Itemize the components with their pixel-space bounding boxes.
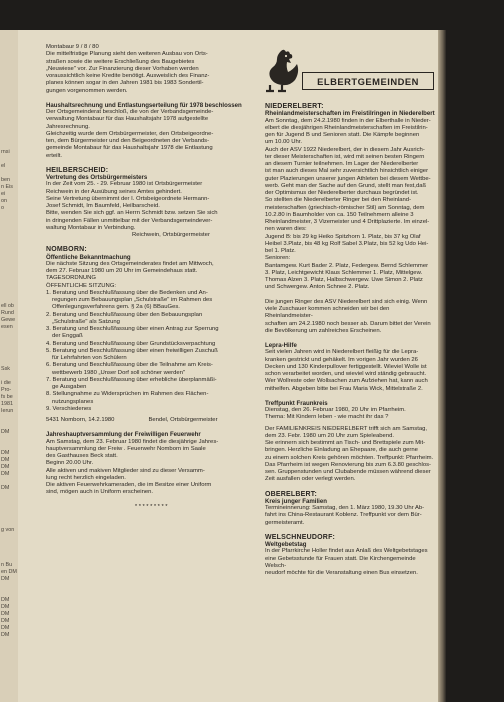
- text-line: schaften am 24.2.1980 noch besser ab. Darum bittet der Verein: [265, 320, 431, 327]
- nomborn-signer: Bendel, Ortsbürgermeister: [148, 417, 218, 423]
- strip-fragment: [0, 415, 18, 422]
- text-line: verwaltung Montabaur für das Haushaltsjahr 1978 aufgestellte: [46, 116, 209, 123]
- section-title-feuerwehr: Jahreshauptversammlung der Freiwilligen Feuerwehr: [46, 431, 201, 439]
- section-banner: [302, 72, 434, 90]
- section-title-ringer: Rheinlandmeisterschaften im Freistilringen in Niederelbert: [265, 110, 435, 118]
- text-line: Rheinlandmeister, 3 Vizemeister und 4 Drittplazierte. Im einzel-: [265, 219, 430, 225]
- strip-fragment: [0, 107, 18, 114]
- text-line: Dienstag, den 26. Februar 1980, 20 Uhr im Pfarrheim.: [265, 407, 406, 413]
- text-line: Thomas Alzen 3. Platz, Halbschwergew. Uwe Simon 2. Platz: [265, 277, 423, 283]
- strip-fragment: Ierun: [1, 408, 14, 414]
- text-line: gen für Jugend B und Senioren statt. Die Kämpfe beginnen: [265, 132, 420, 138]
- text-line: Josef Schmidt, Im Baumfeld, Heilbarscheid.: [46, 203, 160, 209]
- nomborn-signature: [46, 417, 258, 424]
- text-line: ter dieser Meisterschaften ist, wird mit seinen besten Ringern: [265, 153, 425, 160]
- text-line: sen. Gruppenstunden und Clubabende müssen während dieser: [265, 469, 431, 475]
- text-line: 1. Beratung und Beschlußfassung über die Bedenken und An-: [46, 289, 208, 296]
- section-body-feuerwehr: [46, 439, 258, 497]
- text-line: meisterschaften (griechisch-römischer Stil) am Sonntag, dem: [265, 204, 425, 211]
- text-line: 9. Verschiedenes: [46, 405, 92, 412]
- text-line: Alle aktiven und makiven Mitglieder sind zu dieser Versamm-: [46, 467, 205, 474]
- agenda-heading: TAGESORDNUNG: [46, 275, 96, 282]
- strip-fragment: DM: [1, 604, 10, 610]
- strip-fragment: ben: [1, 177, 10, 183]
- strip-fragment: Ssk: [1, 366, 10, 372]
- left-column: [46, 44, 258, 511]
- strip-fragment: [0, 443, 18, 450]
- text-line: Die jungen Ringer des ASV Niederelbert sind sich einig. Wenn: [265, 298, 428, 305]
- strip-fragment: n Eis: [1, 184, 13, 190]
- text-line: Jugend B: bis 29 kg Heiko Spitzhorn 1. Platz, bis 37 kg Olaf: [265, 233, 421, 240]
- strip-fragment: [0, 37, 18, 44]
- strip-fragment: Pro-: [1, 387, 12, 393]
- text-line: nen waren dies:: [265, 226, 307, 233]
- text-line: guter Plazierungen unserer jungen Athleten bei diesem Wettbe-: [265, 175, 431, 182]
- text-line: Bantamgew. Kurt Bader 2. Platz, Federgew. Bernd Schlemmer: [265, 262, 429, 269]
- intro-paragraph: [46, 51, 258, 95]
- strip-fragment: DM: [1, 471, 10, 477]
- section-body-familienkreis: [265, 426, 437, 484]
- strip-fragment: DM: [1, 611, 10, 617]
- text-line: die Bevölkerung um zahlreiches Erscheinen.: [265, 327, 382, 334]
- banner-title: ELBERTGEMEINDEN: [317, 75, 419, 87]
- text-line: wettbewerb 1980 „Unser Dorf soll schöner werden": [52, 369, 186, 376]
- text-line: bel 1. Platz.: [265, 248, 296, 254]
- strip-fragment: DM: [1, 429, 10, 435]
- strip-fragment: Gewe: [1, 317, 16, 323]
- strip-fragment: [0, 142, 18, 149]
- text-line: Bitte, wenden Sie sich ggf. an Herrn Schmidt bzw. setzen Sie sich: [46, 210, 218, 217]
- text-line: Jahresrechnung.: [46, 123, 90, 130]
- strip-fragment: g von: [1, 527, 15, 533]
- text-line: schon verarbeitet worden, und wieviel wird ständig gebraucht.: [265, 371, 427, 377]
- strip-fragment: [0, 520, 18, 527]
- strip-fragment: [0, 58, 18, 65]
- text-line: 3. Beratung und Beschlußfassung über einen Antrag zur Sperrung: [46, 326, 219, 332]
- strip-fragment: [0, 51, 18, 58]
- section-body-weltgebetstag: [265, 548, 437, 577]
- agenda-list: [46, 290, 258, 413]
- strip-fragment: [0, 240, 18, 247]
- text-line: „Neuwiese" vor. Zur Finanzierung dieser Vorhaben werden: [46, 65, 199, 72]
- strip-fragment: [0, 534, 18, 541]
- strip-fragment: [0, 212, 18, 219]
- text-line: straßen sowie die weitere Erschließung des Baugebietes: [46, 58, 195, 65]
- strip-fragment: [0, 226, 18, 233]
- text-line: um 10.00 Uhr.: [265, 139, 303, 146]
- strip-fragment: [0, 79, 18, 86]
- text-line: dem 23. Febr. 1980 um 20 Uhr zum Spieleabend.: [265, 432, 395, 439]
- strip-fragment: [0, 436, 18, 443]
- section-title-vertretung: Vertretung des Ortsbürgermeisters: [46, 174, 148, 181]
- divider-stars: *********: [134, 503, 170, 510]
- strip-fragment: [0, 513, 18, 520]
- section-title-lepra: Lepra-Hilfe: [265, 342, 297, 349]
- section-body-junge-familien: [265, 505, 437, 527]
- strip-fragment: [0, 135, 18, 142]
- section-body-frauenkreis: [265, 407, 437, 422]
- text-line: Beginn 20.00 Uhr.: [46, 460, 94, 467]
- strip-fragment: [0, 128, 18, 135]
- heading-nomborn: NOMBORN:: [46, 246, 87, 254]
- strip-fragment: [0, 268, 18, 275]
- text-line: waltung Montabaur in Verbindung.: [46, 224, 136, 231]
- text-line: für Lehrfahrten von Schülern: [52, 355, 127, 361]
- strip-fragment: n Bu: [1, 562, 13, 568]
- text-line: des Gasthauses Beck statt.: [46, 453, 118, 459]
- text-line: „Schulstraße" als Satzung: [52, 318, 120, 325]
- strip-fragment: 1981: [1, 401, 13, 407]
- strip-fragment: [0, 422, 18, 429]
- section-body-bekanntmachung: [46, 261, 258, 276]
- strip-fragment: [0, 30, 18, 37]
- strip-fragment: [0, 352, 18, 359]
- section-body-lepra: [265, 349, 437, 393]
- text-line: Reichwein in der Ausübung seines Amtes gehindert.: [46, 188, 182, 195]
- text-line: 2. Beratung und Beschlußfassung über den Bebauungsplan: [46, 311, 203, 318]
- rooster-logo: [258, 48, 302, 94]
- text-line: eine Gebetsstunde für Frauen statt. Die Kirchengemeinde Welsch-: [265, 555, 416, 569]
- strip-fragment: [0, 275, 18, 282]
- strip-fragment: [0, 156, 18, 163]
- strip-fragment: DM: [1, 464, 10, 470]
- strip-fragment: [0, 233, 18, 240]
- strip-fragment: [0, 548, 18, 555]
- strip-fragment: [0, 261, 18, 268]
- text-line: 10.2.80 in Baumholder von ca. 150 Teilnehmern alleine 3: [265, 211, 414, 218]
- text-line: werb. Geht man der Sache auf den Grund, stellt man fest,daß: [265, 182, 427, 189]
- strip-fragment: DM: [1, 625, 10, 631]
- strip-fragment: ei: [1, 191, 6, 197]
- strip-fragment: [0, 93, 18, 100]
- signature-reichwein: Reichwein, Ortsbürgermeister: [132, 232, 210, 238]
- text-line: Seine Vertretung übernimmt der I. Ortsbeigeordnete Hermann-: [46, 195, 210, 202]
- text-line: bringen. Herzliche Einladung an Ehepaare, die auch gerne: [265, 447, 418, 454]
- strip-fragment: DM: [1, 485, 10, 491]
- text-line: Thema: Mit Kindern leben - wie macht ihr das ?: [265, 414, 389, 421]
- heading-oberelbert: OBERELBERT:: [265, 490, 317, 498]
- text-line: fahrt ins China-Restaurant Koblenz. Treffpunkt vor dem Bür-: [265, 512, 422, 519]
- text-line: nutzungsplanes: [52, 398, 94, 405]
- strip-fragment: [0, 114, 18, 121]
- text-line: 6. Beratung und Beschlußfassung über die Teilnahme am Kreis-: [46, 362, 213, 369]
- text-line: der Enggaß: [52, 333, 83, 340]
- strip-fragment: DM: [1, 597, 10, 603]
- text-line: ten, dem Bürgermeister und den Beigeordneten der Verbands-: [46, 138, 210, 144]
- strip-fragment: [0, 219, 18, 226]
- text-line: Das Pfarrheim ist wegen Renovierung bis zum 6.3.80 geschlos-: [265, 461, 431, 468]
- text-line: sind, mögen auch in Uniform erscheinen.: [46, 489, 154, 496]
- text-line: Decken und 130 Kinderpullover fertiggestellt. Wieviel Wolle ist: [265, 363, 427, 370]
- strip-fragment: i die: [1, 380, 11, 386]
- strip-fragment: [0, 331, 18, 338]
- text-line: Zeit ausfallen oder verlegt werden.: [265, 476, 356, 483]
- text-line: regungen zum Bebauungsplan „Schulstraße" im Rahmen des: [52, 297, 213, 303]
- text-line: Heibel 3.Platz, bis 48 kg Rolf Sabel 3.Platz, bis 52 kg Udo Hei-: [265, 240, 429, 247]
- strip-fragment: [0, 65, 18, 72]
- text-line: dem 27. Februar 1980 um 20 Uhr im Gemeindehaus statt.: [46, 268, 198, 274]
- strip-fragment: [0, 338, 18, 345]
- page-edge-shadow: [438, 30, 446, 702]
- text-line: viele Zuschauer kommen schneiden wir bei den Rheinlandmeister-: [265, 306, 390, 320]
- strip-fragment: [0, 86, 18, 93]
- text-line: 8. Stellungnahme zu Widersprüchen im Rahmen des Flächen-: [46, 391, 209, 398]
- strip-fragment: rnsi: [1, 149, 10, 155]
- strip-fragment: [0, 492, 18, 499]
- text-line: lung recht herzlich eingeladen.: [46, 474, 126, 481]
- text-line: Gleichzeitig wurde dem Ortsbürgermeister, den Ortsbeigeordne-: [46, 130, 214, 137]
- text-line: an diesem Turnier teilnehmen. Im Lager der Niederelberter: [265, 161, 419, 167]
- strip-fragment: [0, 583, 18, 590]
- strip-fragment: DM: [1, 576, 10, 582]
- text-line: Der FAMILIENKREIS NIEDERELBERT trifft sich am Samstag,: [265, 425, 428, 432]
- text-line: Der Ortsgemeinderat beschloß, die von der Verbandsgemeinde-: [46, 109, 214, 115]
- strip-fragment: en DM: [1, 569, 17, 575]
- strip-fragment: esen: [1, 324, 13, 330]
- strip-fragment: DM: [1, 632, 10, 638]
- right-column: [265, 103, 437, 577]
- section-title-frauenkreis: Treffpunkt Fraunkreis: [265, 399, 328, 407]
- text-line: Am Sonntag, dem 24.2.1980 finden in der Elberthalle in Nieder-: [265, 117, 431, 124]
- text-line: Die nächste Sitzung des Ortsgemeinderates findet am Mittwoch,: [46, 260, 214, 267]
- strip-fragment: [0, 44, 18, 51]
- nomborn-place-date: 5431 Nomborn, 14.2.1980: [46, 417, 115, 423]
- section-body-vertretung: [46, 181, 258, 232]
- section-title-weltgebetstag: Weltgebetstag: [265, 541, 307, 548]
- strip-fragment: DM: [1, 618, 10, 624]
- text-line: So stellten die Niederelberter Ringer bei den Rheinland-: [265, 197, 412, 204]
- strip-fragment: [0, 541, 18, 548]
- heading-niederelbert: NIEDERELBERT:: [265, 103, 324, 110]
- strip-fragment: [0, 555, 18, 562]
- heading-welschneudorf: WELSCHNEUDORF:: [265, 533, 336, 541]
- text-line: 3. Platz, Leichtgewicht Klaus Schlemmer 1. Platz, Mittelgew.: [265, 269, 423, 276]
- strip-fragment: [0, 289, 18, 296]
- text-line: Am Samstag, dem 23. Februar 1980 findet die diesjährige Jahres-: [46, 438, 219, 445]
- text-line: 7. Beratung und Beschlußfassung über erhebliche überplanmäßi-: [46, 376, 217, 383]
- text-line: erteilt.: [46, 152, 63, 159]
- text-line: In der Pfarrkirche Holler findet aus Anlaß des Weltgebetstages: [265, 548, 428, 555]
- strip-fragment: [0, 478, 18, 485]
- strip-fragment: [0, 72, 18, 79]
- strip-fragment: [0, 282, 18, 289]
- text-line: voraussichtlich keine Kredite benötigt. Ausweislich des Finanz-: [46, 73, 210, 79]
- text-line: In der Zeit vom 25. - 29. Februar 1980 ist Ortsbürgermeister: [46, 181, 203, 188]
- agenda-subheading: ÖFFENTLICHE SITZUNG:: [46, 282, 117, 289]
- text-line: Offenlegungsverfahrens gem. § 2a (6) BBauGes.: [52, 304, 180, 311]
- section-title-bekanntmachung: Öffentliche Bekanntmachung: [46, 253, 131, 261]
- page-header: Montabaur 9 / 8 / 80: [46, 44, 99, 50]
- strip-fragment: ell ob: [1, 303, 14, 309]
- section-body-ringer: [265, 118, 437, 336]
- text-line: elbert die diesjährigen Rheinlandmeisterschaften im Freistilrin-: [265, 124, 428, 131]
- strip-fragment: [0, 359, 18, 366]
- text-line: Termineinnerung: Samstag, den 1. März 1980, 19.30 Uhr Ab-: [265, 505, 425, 511]
- text-line: Wer Wollreste oder Wollsachen zum Aufziehen hat, kann auch: [265, 378, 428, 385]
- strip-fragment: [0, 499, 18, 506]
- strip-fragment: [0, 373, 18, 380]
- text-line: gemeinde Montabaur für das Haushaltsjahr 1978 die Entlastung: [46, 145, 213, 152]
- strip-fragment: [0, 254, 18, 261]
- strip-fragment: fs be: [1, 394, 13, 400]
- strip-fragment: o: [1, 205, 4, 211]
- text-line: mithelfen. Abgeben bitte bei Frau Maria Wick, Mittelstraße 2.: [265, 385, 423, 392]
- text-line: [265, 292, 437, 299]
- strip-fragment: DM: [1, 450, 10, 456]
- text-line: hauptversammlung der Freiw . Feuerwehr Nomborn im Saale: [46, 445, 206, 452]
- strip-fragment: el: [1, 163, 6, 169]
- section-title-haushalt: Haushaltsrechnung und Entlastungserteilung für 1978 beschlossen: [46, 101, 242, 109]
- strip-fragment: [0, 296, 18, 303]
- strip-fragment: [0, 170, 18, 177]
- text-line: Sie erinnern sich bestimmt an Tisch- und Brettspiele zum Mit-: [265, 440, 426, 446]
- strip-fragment: [0, 100, 18, 107]
- text-line: Senioren:: [265, 255, 291, 262]
- text-line: und Schwergew. Anton Schnee 2. Platz.: [265, 284, 370, 291]
- text-line: 4. Beratung und Beschlußfassung über Grundstücksverpachtung: [46, 340, 216, 347]
- text-line: Seit vielen Jahren wird in Niederelbert fleißig für die Lepra-: [265, 349, 419, 356]
- text-line: ge Ausgaben: [52, 384, 87, 390]
- text-line: gungen vorgenommen werden.: [46, 87, 128, 94]
- strip-fragment: [0, 247, 18, 254]
- text-line: zu einem solchen Kreis gehören möchten. Treffpunkt: Pfarrheim.: [265, 454, 434, 461]
- text-line: Die aktiven Feuerwehrkameraden, die im Besitze einer Uniform: [46, 482, 212, 488]
- strip-fragment: Rund: [1, 310, 14, 316]
- text-line: planes können sogar in den Jahren 1981 bis 1983 Sondertil-: [46, 80, 204, 87]
- text-line: germeisteramt.: [265, 519, 305, 526]
- text-line: in dringenden Fällen unmittelbar mit der Verbandsgemeindever-: [46, 217, 213, 224]
- heading-heilberscheid: HEILBERSCHEID:: [46, 166, 109, 174]
- adjacent-page-strip: [0, 30, 18, 702]
- text-line: 5. Beratung und Beschlußfassung über einen freiwilligen Zuschuß: [46, 347, 218, 354]
- text-line: neudorf möchte für die Veranstaltung einen Bus einsetzen.: [265, 570, 418, 576]
- strip-fragment: [0, 506, 18, 513]
- strip-fragment: [0, 590, 18, 597]
- strip-fragment: [0, 121, 18, 128]
- strip-fragment: on: [1, 198, 7, 204]
- section-title-junge-familien: Kreis junger Familien: [265, 497, 327, 505]
- text-line: kranken gestrickt und gehäkelt. Im vorigen Jahr wurden 26: [265, 356, 418, 363]
- text-line: Auch der ASV 1922 Niederelbert, der in diesem Jahr Ausrich-: [265, 146, 425, 153]
- text-line: Die mittelfristige Planung sieht den weiteren Ausbau von Orts-: [46, 51, 208, 58]
- strip-fragment: DM: [1, 457, 10, 463]
- strip-fragment: [0, 345, 18, 352]
- text-line: ist man auch dieses Mal sehr zuversichtlich hinsichtlich einiger: [265, 168, 429, 175]
- section-body-haushalt: [46, 109, 258, 160]
- text-line: der Optimismus der Niederelberter durchaus begründet ist.: [265, 190, 419, 196]
